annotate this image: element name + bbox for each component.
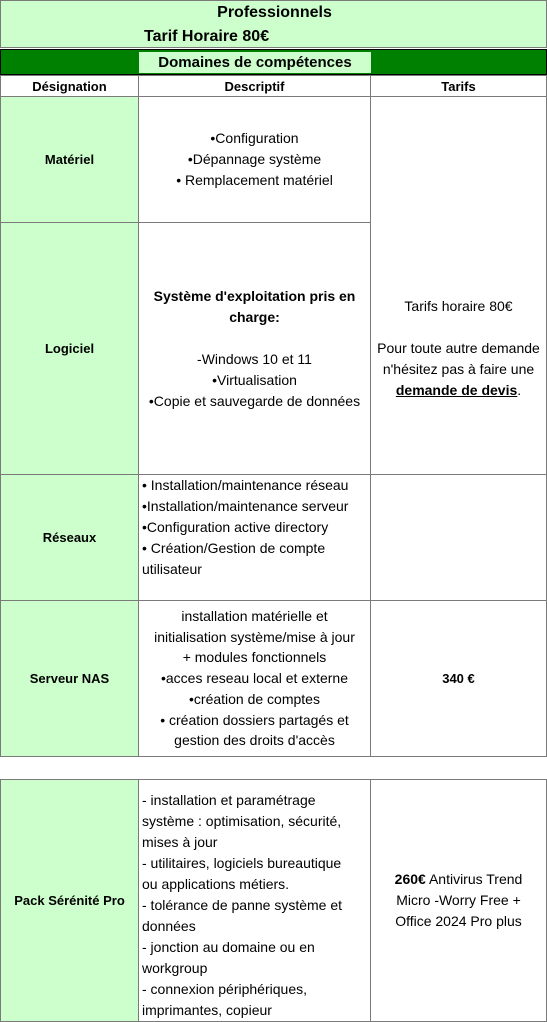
- tarif-note-link-line: [396, 380, 521, 401]
- desc-line: - connexion périphériques,: [142, 981, 307, 997]
- row-desc-pack: [138, 779, 371, 1022]
- desc-line: - utilitaires, logiciels bureautique: [142, 855, 342, 871]
- domains-bar: [0, 49, 547, 75]
- tarif-note-line: Pour toute autre demande: [377, 340, 540, 356]
- column-header-descriptif: Descriptif: [138, 75, 371, 97]
- pack-price-amount: 260€: [394, 871, 426, 887]
- desc-line: •Dépannage système: [187, 151, 322, 167]
- tarif-note-line: Tarifs horaire 80€: [404, 298, 513, 314]
- pack-price-line: Office 2024 Pro plus: [395, 913, 522, 929]
- desc-line: •Copie et sauvegarde de données: [148, 392, 361, 409]
- row-label-materiel: Matériel: [0, 96, 139, 223]
- pack-price-line: Micro -Worry Free +: [396, 892, 521, 908]
- desc-line: données: [142, 918, 196, 934]
- page-title: Professionnels: [217, 4, 332, 21]
- row-price-materiel: [370, 96, 547, 223]
- spacer-row: [0, 756, 547, 780]
- desc-line: + modules fonctionnels: [182, 649, 327, 666]
- desc-line: •Virtualisation: [212, 371, 297, 388]
- desc-heading: charge:: [229, 308, 280, 325]
- desc-line: workgroup: [142, 960, 208, 976]
- desc-line: installation matérielle et: [181, 607, 328, 624]
- desc-line: imprimantes, copieur: [142, 1002, 272, 1018]
- row-desc-materiel: [138, 96, 371, 223]
- quote-request-link[interactable]: demande de devis: [395, 382, 518, 398]
- domains-heading: Domaines de compétences: [139, 52, 371, 73]
- desc-line: •acces reseau local et externe: [160, 670, 348, 687]
- desc-line: •Configuration active directory: [142, 519, 329, 535]
- row-label-reseaux: Réseaux: [0, 474, 139, 601]
- desc-line: -Windows 10 et 11: [197, 350, 312, 367]
- desc-heading: Système d'exploitation pris en: [153, 287, 356, 304]
- title-block: [0, 0, 547, 48]
- row-price-reseaux: [370, 474, 547, 601]
- tarif-note-end: .: [517, 382, 522, 398]
- row-label-logiciel: Logiciel: [0, 222, 139, 475]
- pack-price-line: [395, 869, 523, 890]
- desc-line: •création de comptes: [189, 690, 320, 707]
- row-desc-reseaux: [138, 474, 371, 601]
- desc-line: - jonction au domaine ou en: [142, 939, 315, 955]
- column-header-designation: Désignation: [0, 75, 139, 97]
- desc-line: gestion des droits d'accès: [174, 732, 335, 749]
- desc-line: • Remplacement matériel: [176, 172, 333, 188]
- row-desc-logiciel: [138, 222, 371, 475]
- desc-line: système : optimisation, sécurité,: [142, 813, 342, 829]
- desc-line: - installation et paramétrage: [142, 792, 316, 808]
- desc-line: •Configuration: [210, 130, 299, 146]
- row-label-pack: Pack Sérénité Pro: [0, 779, 139, 1022]
- desc-line: mises à jour: [142, 834, 218, 850]
- desc-line: utilisateur: [142, 561, 202, 577]
- desc-line: - tolérance de panne système et: [142, 897, 343, 913]
- desc-line: ou applications métiers.: [142, 876, 290, 892]
- desc-line: • Installation/maintenance réseau: [142, 477, 349, 493]
- row-desc-nas: [138, 600, 371, 757]
- row-price-pack: [370, 779, 547, 1022]
- column-header-tarifs: Tarifs: [370, 75, 547, 97]
- row-label-nas: Serveur NAS: [0, 600, 139, 757]
- tarif-note: [370, 222, 547, 475]
- desc-line: •Installation/maintenance serveur: [142, 498, 349, 514]
- pack-price-text: Antivirus Trend: [425, 871, 523, 887]
- desc-line: • Création/Gestion de compte: [142, 540, 326, 556]
- desc-line: • création dossiers partagés et: [160, 711, 349, 728]
- row-price-nas: 340 €: [370, 600, 547, 757]
- desc-line: initialisation système/mise à jour: [154, 628, 355, 645]
- hourly-rate-title: Tarif Horaire 80€: [144, 28, 270, 45]
- tarif-note-line: n'hésitez pas à faire une: [382, 361, 535, 377]
